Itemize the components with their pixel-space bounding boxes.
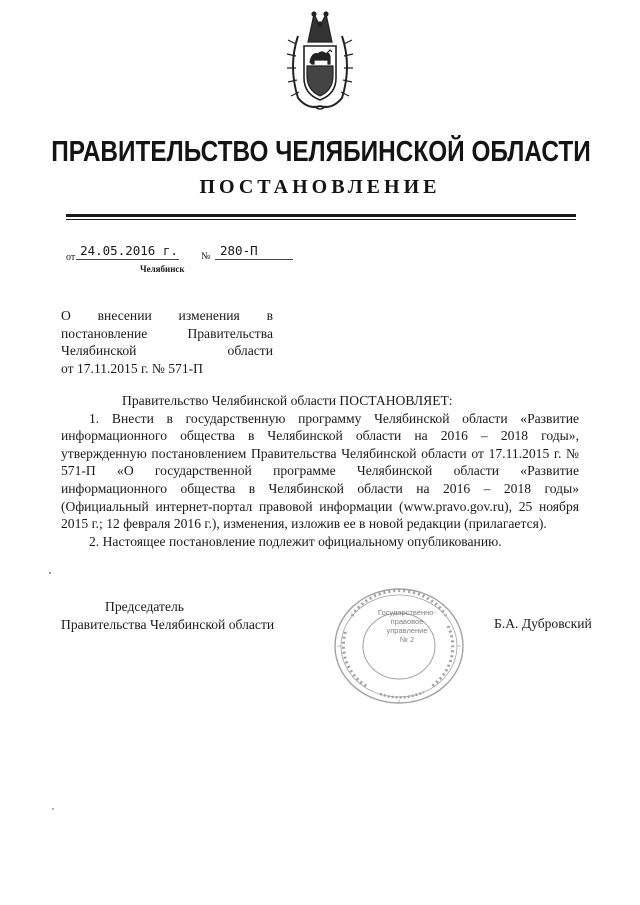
scan-speck [49,572,51,574]
official-stamp-icon [332,586,466,706]
document-body [61,392,579,550]
number-underline [215,259,293,260]
decree-statement: Правительство Челябинской области ПОСТАНОВЛЯЕТ: [122,393,453,408]
resolution-item-2: 2. Настоящее постановление подлежит официальному опубликованию. [89,533,502,549]
signatory-title-line: Председатель [105,599,184,614]
document-type-heading: ПОСТАНОВЛЕНИЕ [199,176,441,198]
document-subject [61,307,273,377]
signatory-title-line: Правительства Челябинской области [61,617,275,632]
document-number: 280-П [220,243,258,258]
header-divider-thin [66,219,576,220]
subject-line: постановление Правительства [61,325,273,341]
subject-line: от 17.11.2015 г. № 571-П [61,360,203,376]
number-sign-label: № [201,251,211,262]
resolution-item-1: 1. Внести в государственную программу Челябинской области «Развитие информационного общества в Челябинской области на 2016 – 2018 годы», утвержденную постановлением Правительства Челябинской области от 17.11.2015 г. № 571-П «О государственной программе Челябинской области «Развитие информационного общества в Челябинской области на 2016 – 2018 годы» (Официальный интернет-портал правовой информации (www.pravo.gov.ru), 25 ноября 2015 г.; 12 февраля 2016 г.), изменения, изложив ее в новой редакции (прилагается). [61,410,579,532]
date-underline [76,259,179,260]
document-date: 24.05.2016 г. [80,243,178,258]
signatory-title [61,598,274,634]
subject-line: О внесении изменения в [61,308,273,323]
coat-of-arms-icon [284,6,356,118]
government-title: ПРАВИТЕЛЬСТВО ЧЕЛЯБИНСКОЙ ОБЛАСТИ [51,136,591,168]
subject-line: Челябинской области [61,343,273,358]
stamp-inner-text: Государственно- правовое управление № 2 [378,608,436,644]
scan-speck [52,808,54,810]
issuing-city: Челябинск [140,264,185,274]
date-prefix-label: от [66,252,76,263]
header-divider-thick [66,214,576,217]
signatory-name: Б.А. Дубровский [494,616,592,631]
